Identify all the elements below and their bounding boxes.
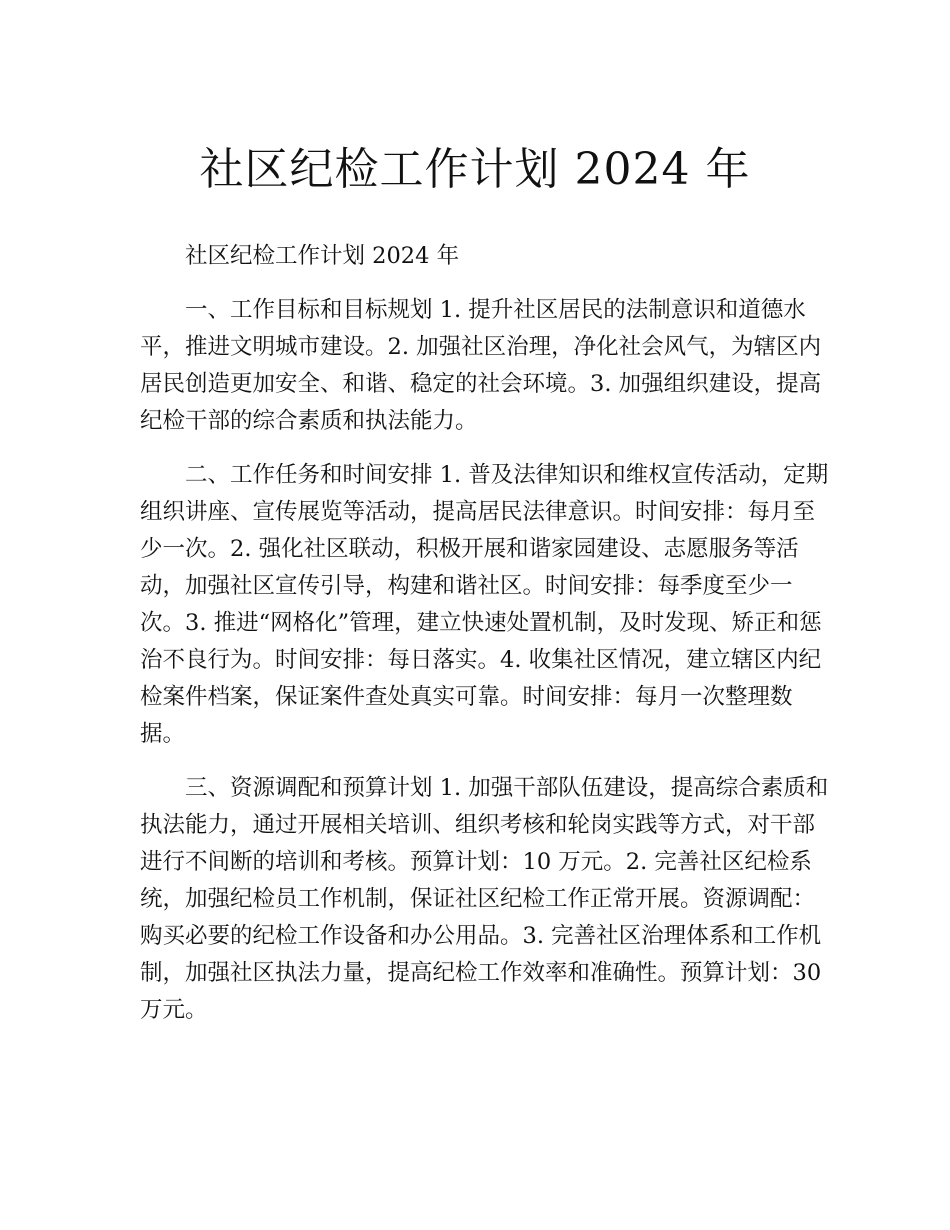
paragraph-goals: 一、工作目标和目标规划 1. 提升社区居民的法制意识和道德水平，推进文明城市建设。2. 加强社区治理，净化社会风气，为辖区内居民创造更加安全、和谐、稳定的社会环境。3. 加强组织建设，提高纪检干部的综合素质和执法能力。 (140, 297, 822, 434)
document-title: 社区纪检工作计划 2024 年 (199, 144, 751, 195)
paragraph-tasks-schedule: 二、工作任务和时间安排 1. 普及法律知识和维权宣传活动，定期组织讲座、宣传展览等活动，提高居民法律意识。时间安排：每月至少一次。2. 强化社区联动，积极开展和谐家园建设、志愿服务等活动，加强社区宣传引导，构建和谐社区。时间安排：每季度至少一次。3. 推进“网格化”管理，建立快速处置机制，及时发现、矫正和惩治不良行为。时间安排：每日落实。4. 收集社区情况，建立辖区内纪检案件档案，保证案件查处真实可靠。时间安排：每月一次整理数据。 (140, 462, 829, 747)
paragraph-intro: 社区纪检工作计划 2024 年 (185, 243, 460, 269)
paragraph-resources-budget: 三、资源调配和预算计划 1. 加强干部队伍建设，提高综合素质和执法能力，通过开展相关培训、组织考核和轮岗实践等方式，对干部进行不间断的培训和考核。预算计划：10 万元。2. 完善社区纪检系统，加强纪检员工作机制，保证社区纪检工作正常开展。资源调配：购买必要的纪检工作设备和办公用品。3. 完善社区治理体系和工作机制，加强社区执法力量，提高纪检工作效率和准确性。预算计划：30 万元。 (140, 775, 829, 1023)
document-body (140, 238, 830, 1046)
